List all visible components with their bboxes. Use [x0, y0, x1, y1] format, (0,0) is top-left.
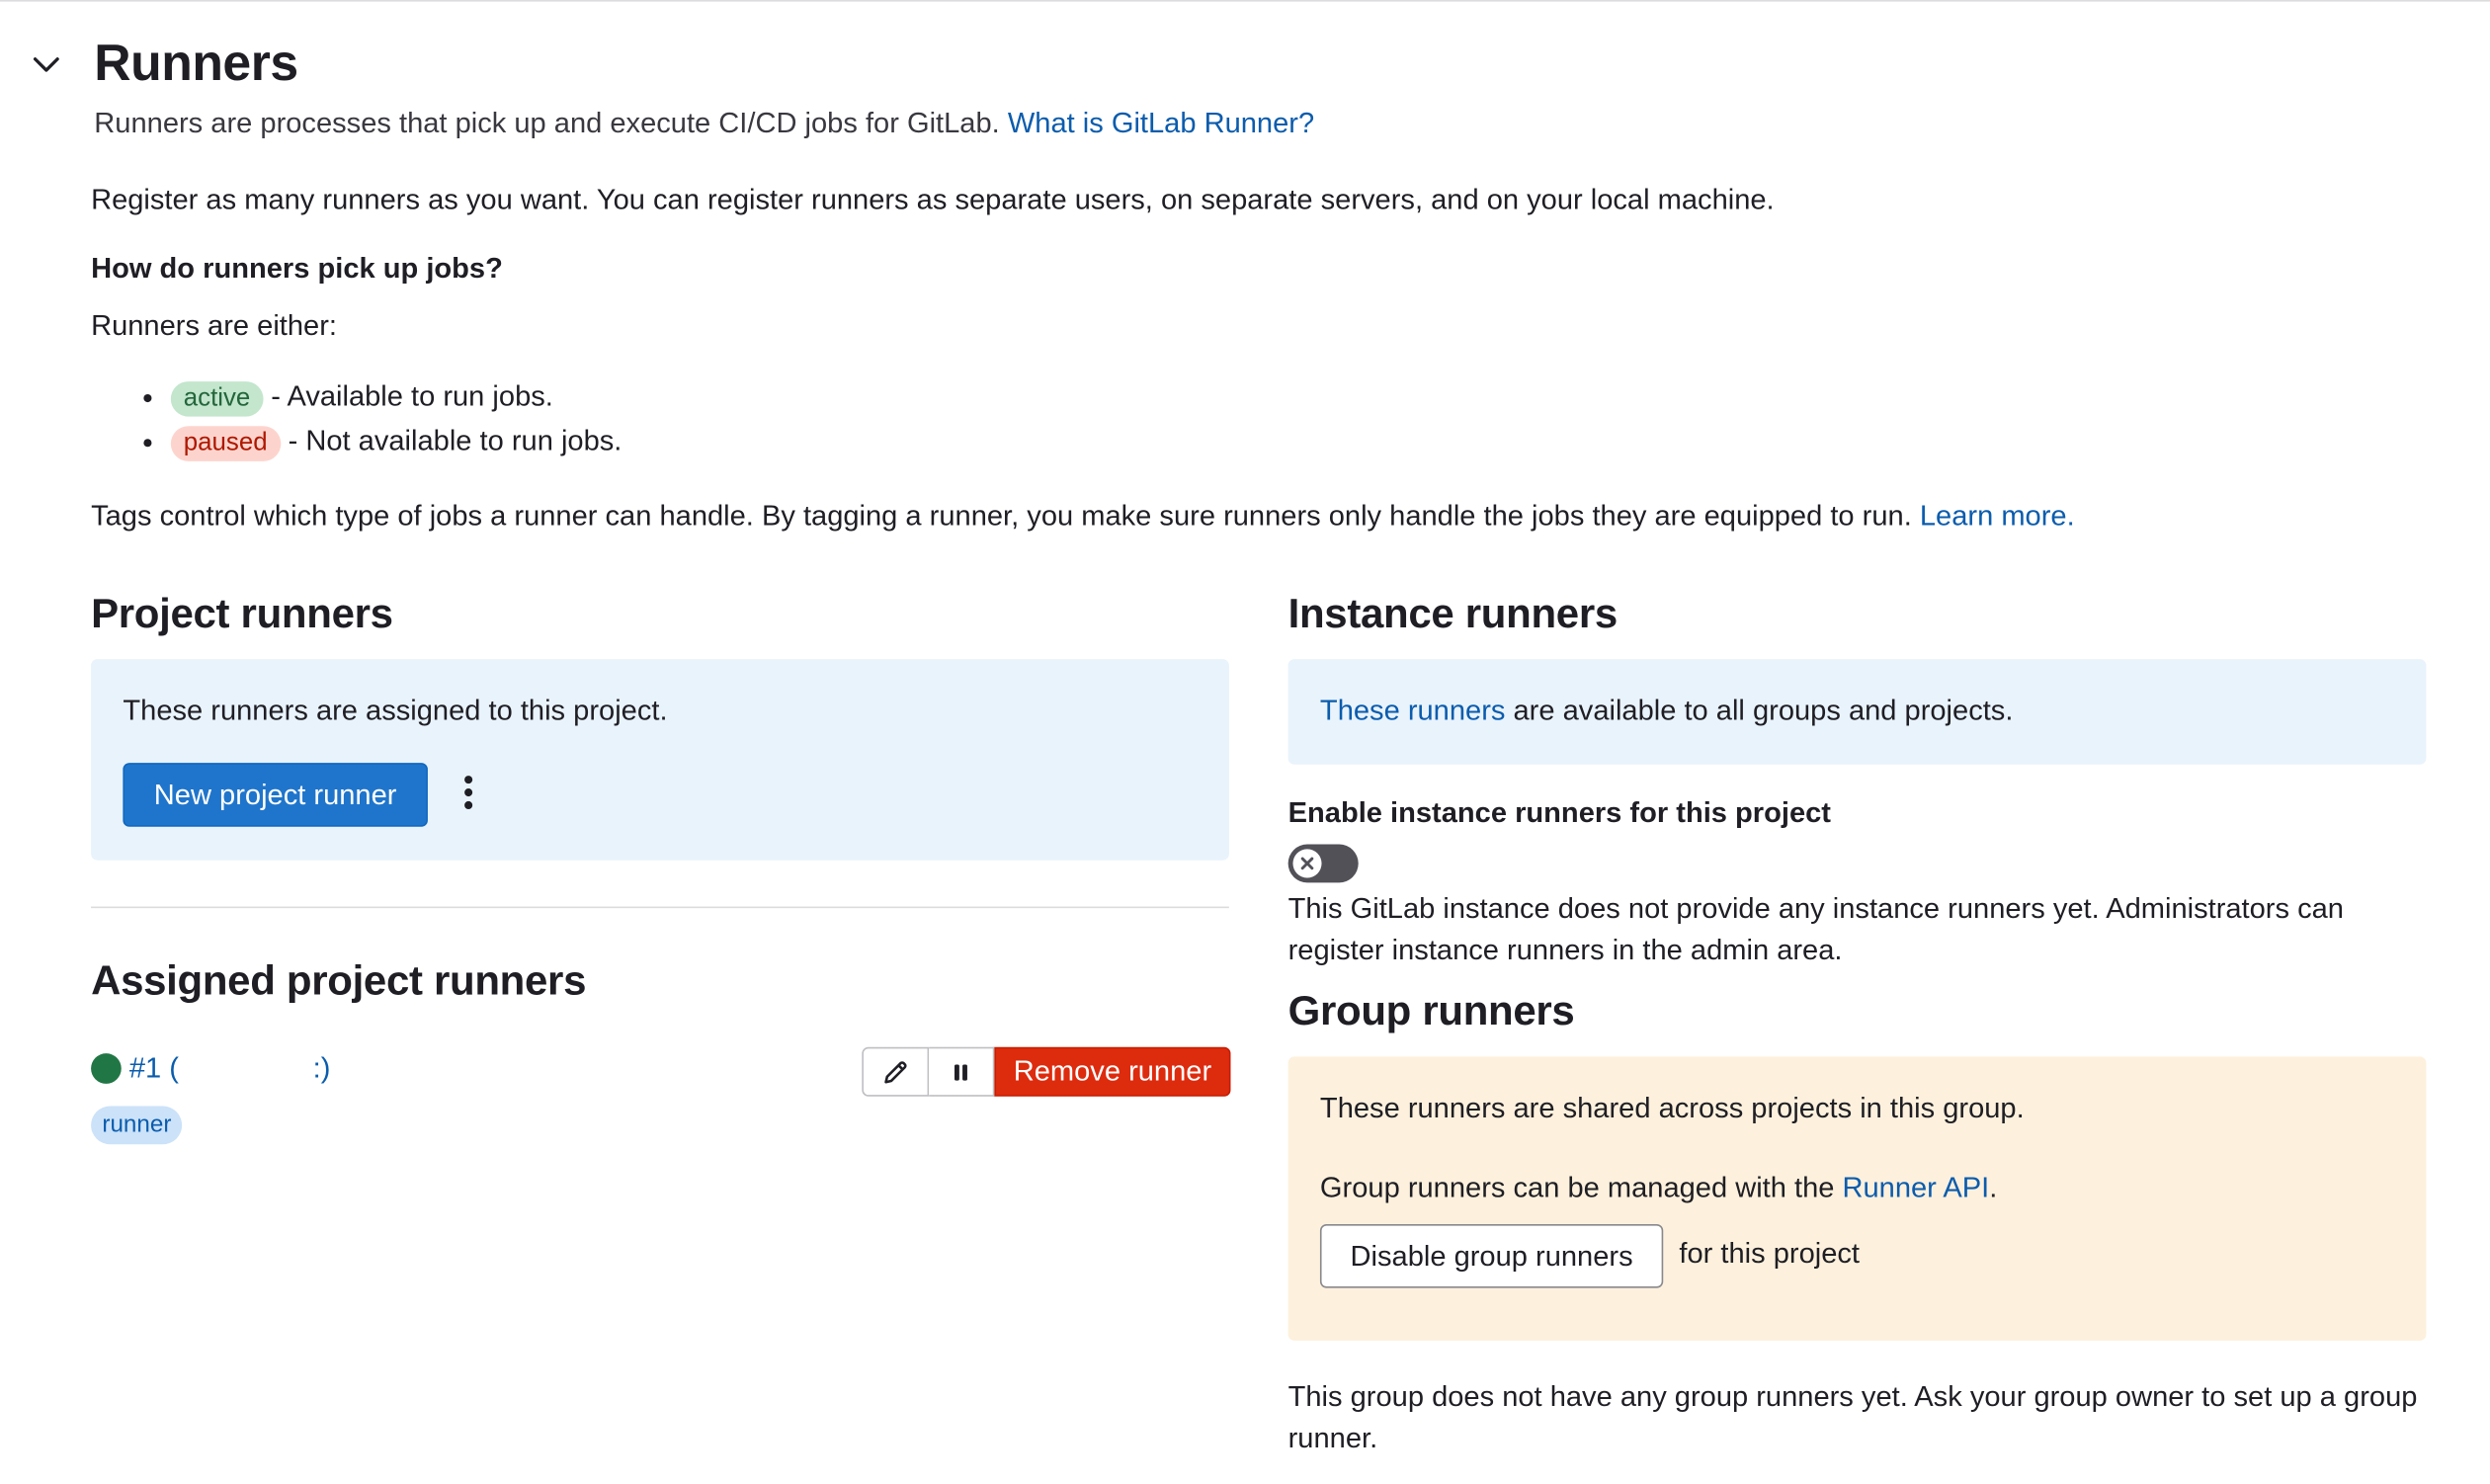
instance-runners-title: Instance runners — [1287, 589, 1618, 637]
group-runners-title: Group runners — [1287, 986, 1575, 1034]
learn-more-link[interactable]: Learn more. — [1919, 499, 2075, 532]
chevron-down-icon[interactable] — [29, 45, 64, 81]
remove-runner-button[interactable]: Remove runner — [994, 1047, 1230, 1097]
active-badge: active — [171, 381, 263, 417]
list-item — [171, 378, 622, 417]
tags-text: Tags control which type of jobs a runner can handle. By tagging a runner, you make sure runners only handle the jobs they are equipped to run. — [91, 499, 1920, 532]
managed-prefix: Group runners can be managed with the — [1319, 1171, 1843, 1204]
close-icon — [1299, 856, 1315, 871]
runner-api-link[interactable]: Runner API — [1842, 1171, 1990, 1204]
instance-runners-toggle[interactable] — [1288, 845, 1359, 883]
project-runners-info: These runners are assigned to this project. — [123, 694, 668, 727]
list-item — [171, 423, 622, 461]
runners-either-text: Runners are either: — [91, 309, 338, 342]
edit-runner-button[interactable] — [862, 1047, 929, 1097]
more-actions-icon[interactable] — [449, 771, 487, 818]
project-runners-info-box — [91, 659, 1229, 861]
runners-section-header[interactable] — [29, 34, 298, 93]
runner-id-suffix: :) — [312, 1051, 331, 1084]
no-group-runners-text: This group does not have any group runners yet. Ask your group owner to set up a group runner. — [1287, 1380, 2418, 1454]
what-is-runner-link[interactable]: What is GitLab Runner? — [1007, 107, 1315, 139]
register-paragraph: Register as many runners as you want. You can register runners as separate users, on separate servers, and on your local machine. — [91, 183, 1775, 216]
runner-states-list — [142, 378, 622, 467]
divider — [91, 907, 1229, 909]
instance-runners-help: This GitLab instance does not provide any instance runners yet. Administrators can register instance runners in the admin area. — [1287, 892, 2344, 966]
disable-group-runners-button[interactable]: Disable group runners — [1320, 1224, 1663, 1288]
for-this-project-text: for this project — [1679, 1236, 1861, 1270]
group-shared-text: These runners are shared across projects in this group. — [1319, 1091, 2025, 1124]
paused-badge: paused — [171, 426, 281, 461]
tags-paragraph — [91, 500, 2075, 534]
group-managed-text — [1320, 1172, 1997, 1205]
how-runners-heading: How do runners pick up jobs? — [91, 252, 503, 285]
assigned-runners-title: Assigned project runners — [91, 955, 587, 1005]
project-runners-title: Project runners — [91, 589, 393, 637]
section-title: Runners — [94, 33, 298, 92]
runner-link[interactable] — [129, 1052, 331, 1086]
instance-info-text: are available to all groups and projects. — [1505, 694, 2014, 727]
instance-runners-info-box — [1288, 659, 2427, 765]
active-description: - Available to run jobs. — [263, 379, 553, 412]
pencil-icon — [881, 1057, 910, 1086]
these-runners-link[interactable]: These runners — [1319, 694, 1506, 727]
managed-suffix: . — [1989, 1171, 1998, 1204]
toggle-knob — [1292, 849, 1321, 877]
paused-description: - Not available to run jobs. — [280, 424, 622, 457]
runner-tag[interactable]: runner — [91, 1106, 183, 1144]
instance-runners-info — [1320, 695, 2014, 728]
section-subtitle — [94, 107, 1314, 140]
pause-runner-button[interactable] — [929, 1047, 994, 1097]
group-runners-info-box — [1288, 1056, 2427, 1341]
runner-id: #1 ( — [128, 1051, 179, 1084]
pause-icon — [950, 1060, 972, 1083]
subtitle-text: Runners are processes that pick up and execute CI/CD jobs for GitLab. — [94, 107, 1000, 139]
online-status-icon — [91, 1053, 122, 1084]
instance-runners-toggle-label: Enable instance runners for this project — [1287, 796, 1831, 829]
new-project-runner-button[interactable]: New project runner — [123, 763, 428, 827]
runner-actions — [862, 1047, 1230, 1097]
runner-row — [91, 1052, 330, 1086]
